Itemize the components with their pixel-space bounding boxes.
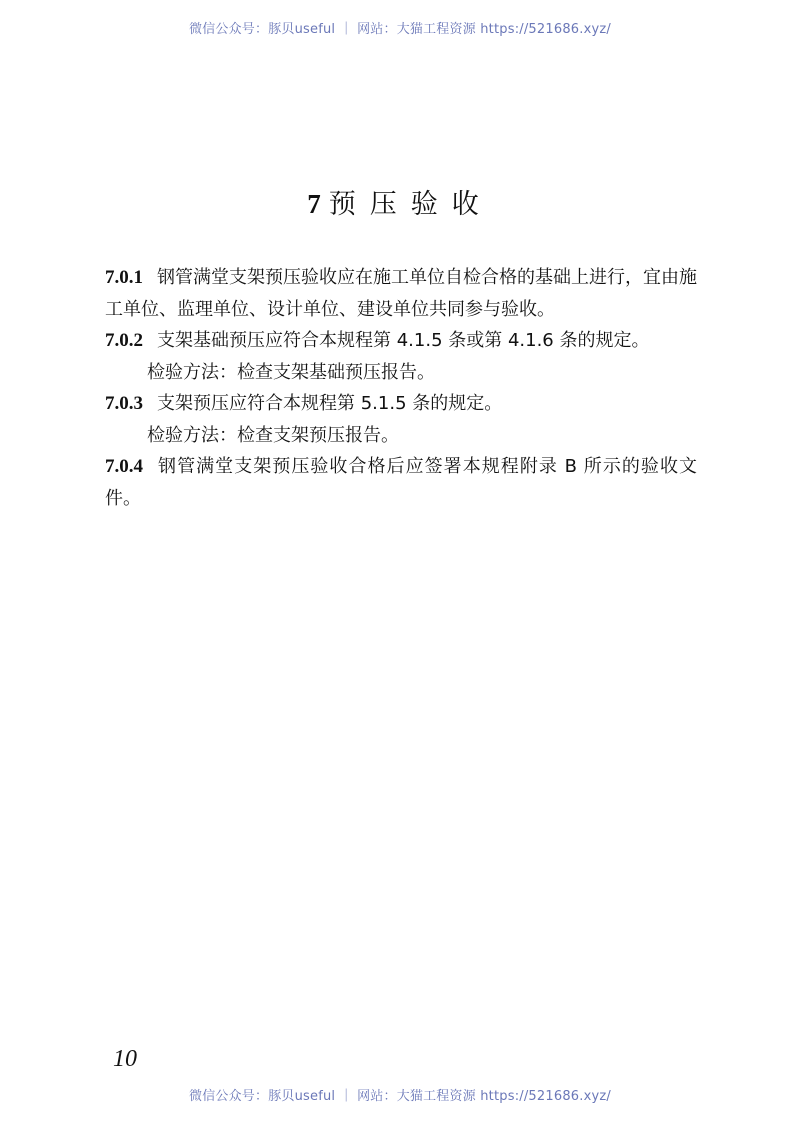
clause-number: 7.0.3 bbox=[105, 393, 143, 414]
clause-text: 支架预压应符合本规程第 5.1.5 条的规定。 bbox=[157, 393, 503, 414]
clause-number: 7.0.1 bbox=[105, 267, 143, 288]
chapter-title-text: 预压验收 bbox=[328, 189, 493, 220]
clause-7-0-1 bbox=[105, 262, 697, 325]
inspection-method: 检验方法：检查支架基础预压报告。 bbox=[147, 361, 435, 383]
clause-number: 7.0.2 bbox=[105, 330, 143, 351]
clause-text: 支架基础预压应符合本规程第 4.1.5 条或第 4.1.6 条的规定。 bbox=[157, 330, 650, 351]
clause-number: 7.0.4 bbox=[105, 456, 143, 477]
page-number: 10 bbox=[113, 1046, 137, 1072]
watermark-top: 微信公众号：豚贝useful ｜ 网站：大猫工程资源 https://521686.xyz/ bbox=[189, 22, 611, 37]
watermark-bottom: 微信公众号：豚贝useful ｜ 网站：大猫工程资源 https://521686.xyz/ bbox=[189, 1089, 611, 1104]
clause-text: 钢管满堂支架预压验收合格后应签署本规程附录 B 所示的验收文件。 bbox=[105, 456, 697, 509]
chapter-number: 7 bbox=[307, 189, 321, 219]
clause-text: 钢管满堂支架预压验收应在施工单位自检合格的基础上进行，宜由施工单位、监理单位、设计单位、建设单位共同参与验收。 bbox=[105, 267, 697, 320]
clause-7-0-2 bbox=[105, 325, 697, 357]
clause-7-0-4 bbox=[105, 451, 697, 514]
chapter-title bbox=[0, 182, 800, 221]
clauses-body bbox=[105, 262, 697, 514]
inspection-method: 检验方法：检查支架预压报告。 bbox=[147, 424, 399, 446]
clause-7-0-3 bbox=[105, 388, 697, 420]
